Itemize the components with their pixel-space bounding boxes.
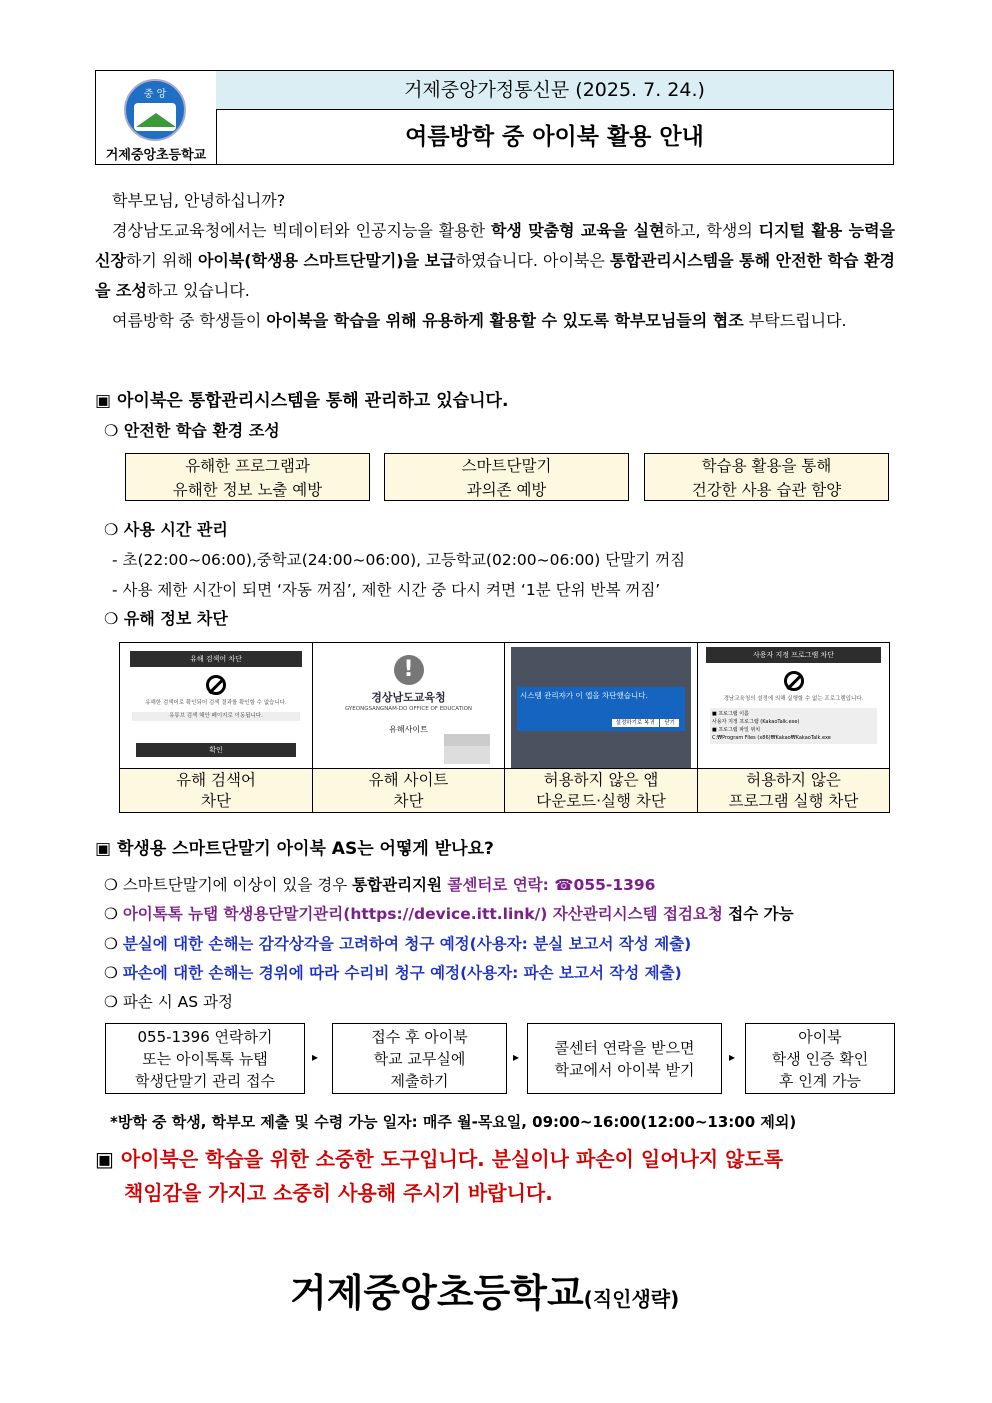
example-app-block xyxy=(505,643,698,812)
flow-arrow-icon: ▸ xyxy=(513,1050,520,1064)
as-process-heading: ❍ 파손 시 AS 과정 xyxy=(104,993,233,1011)
box-overdependence-prevention: 스마트단말기 과의존 예방 xyxy=(384,453,629,501)
prohibited-icon xyxy=(206,675,226,695)
example-program-block xyxy=(698,643,889,812)
intro-paragraph-2: 여름방학 중 학생들이 아이북을 학습을 위해 유용하게 활용할 수 있도록 학부모님들의 협조 부탁드립니다. xyxy=(112,311,847,330)
safe-environment-heading: ❍ 안전한 학습 환경 조성 xyxy=(104,421,280,440)
flow-step-2: 접수 후 아이북 학교 교무실에 제출하기 xyxy=(332,1023,507,1094)
flow-step-4: 아이북 학생 인증 확인 후 인계 가능 xyxy=(745,1023,895,1094)
program-block-screenshot: 사용자 지정 프로그램 차단 경남교육청의 설정에 의해 실행할 수 없는 프로그램입니다. ■ 프로그램 이름 사용자 지정 프로그램 (KakaoTalk.exe) ■ 프로그램 파일 위치 C:₩Program Files (x86)₩Kakao₩KakaoTalk.exe xyxy=(704,647,883,768)
warning-icon: ! xyxy=(394,655,424,685)
newsletter-label: 거제중앙가정통신문 (2025. 7. 24.) xyxy=(216,71,893,110)
footer-signature xyxy=(290,1262,679,1317)
online-request-line: ❍ 아이톡톡 뉴탭 학생용단말기관리(https://device.itt.link/) 자산관리시스템 접검요청 접수 가능 xyxy=(104,905,794,923)
caption-program-block: 허용하지 않은 프로그램 실행 차단 xyxy=(698,768,889,812)
prohibited-icon xyxy=(784,671,804,691)
app-block-screenshot: 시스템 관리자가 이 앱을 차단했습니다. 설정하기로 복귀 닫기 xyxy=(511,647,691,768)
shutdown-schedule: - 초(22:00~06:00),중학교(24:00~06:00), 고등학교(02:00~06:00) 단말기 꺼짐 xyxy=(112,551,686,569)
block-examples-table xyxy=(119,642,890,813)
caption-app-block: 허용하지 않은 앱 다운로드·실행 차단 xyxy=(505,768,697,812)
caption-site-block: 유해 사이트 차단 xyxy=(313,768,504,812)
greeting: 학부모님, 안녕하십니까? xyxy=(112,191,286,210)
example-site-block xyxy=(313,643,505,812)
section2-heading: ▣ 학생용 스마트단말기 아이북 AS는 어떻게 받나요? xyxy=(95,839,494,859)
harmful-block-heading: ❍ 유해 정보 차단 xyxy=(104,609,228,628)
section1-heading: ▣ 아이북은 통합관리시스템을 통해 관리하고 있습니다. xyxy=(95,391,509,411)
site-block-screenshot: ! 경상남도교육청 GYEONGSANGNAM-DO OFFICE OF EDUCATION 유해사이트 xyxy=(319,647,498,768)
usage-time-heading: ❍ 사용 시간 관리 xyxy=(104,520,228,539)
emblem-text: 중 앙 xyxy=(143,89,167,100)
flow-step-3: 콜센터 연락을 받으면 학교에서 아이북 받기 xyxy=(527,1023,722,1094)
callcenter-line: ❍ 스마트단말기에 이상이 있을 경우 통합관리지원 콜센터로 연락: ☎055-1396 xyxy=(104,876,656,894)
example-search-block xyxy=(120,643,313,812)
document-header xyxy=(95,70,894,165)
footer-school-name: 거제중앙초등학교 xyxy=(290,1271,584,1315)
submission-schedule-note: *방학 중 학생, 학부모 제출 및 수령 가능 일자: 매주 월-목요일, 09:00~16:00(12:00~13:00 제외) xyxy=(110,1113,797,1131)
intro-text xyxy=(95,186,895,336)
box-healthy-habits: 학습용 활용을 통해 건강한 사용 습관 함양 xyxy=(644,453,889,501)
caption-search-block: 유해 검색어 차단 xyxy=(120,768,312,812)
seal-omitted: (직인생략) xyxy=(583,1287,680,1311)
search-block-screenshot: 유해 검색어 차단 유해한 검색어로 확인되어 검색 결과를 확인할 수 없습니다. 유튜브 검색 해안 페이지로 이동됩니다. 확인 xyxy=(126,647,306,768)
flow-step-1: 055-1396 연락하기 또는 아이톡톡 뉴탭 학생단말기 관리 접수 xyxy=(105,1023,305,1094)
closing-mark: ▣ xyxy=(95,1147,114,1171)
flow-arrow-icon: ▸ xyxy=(729,1050,736,1064)
school-emblem-icon xyxy=(124,79,186,141)
school-logo xyxy=(96,71,217,164)
intro-paragraph-1: 경상남도교육청에서는 빅데이터와 인공지능을 활용한 학생 맞춤형 교육을 실현하고, 학생의 디지털 활용 능력을 신장하기 위해 아이북(학생용 스마트단말기)을 보급하였습니다. 아이북은 통합관리시스템을 통해 안전한 학습 환경을 조성하고 있습니다. xyxy=(95,221,895,300)
flow-arrow-icon: ▸ xyxy=(312,1050,319,1064)
loss-policy-line: ❍ 분실에 대한 손해는 감각상각을 고려하여 청구 예정(사용자: 분실 보고서 작성 제출) xyxy=(104,935,692,953)
damage-policy-line: ❍ 파손에 대한 손해는 경위에 따라 수리비 청구 예정(사용자: 파손 보고서 작성 제출) xyxy=(104,964,682,982)
page-title: 여름방학 중 아이북 활용 안내 xyxy=(405,124,704,150)
logo-school-name: 거제중앙초등학교 xyxy=(105,148,207,163)
closing-message: ▣ 아이북은 학습을 위한 소중한 도구입니다. 분실이나 파손이 일어나지 않도록 책임감을 가지고 소중히 사용해 주시기 바랍니다. xyxy=(95,1147,784,1205)
auto-shutdown-rule: - 사용 제한 시간이 되면 ‘자동 꺼짐’, 제한 시간 중 다시 켜면 ‘1분 단위 반복 꺼짐’ xyxy=(112,581,661,599)
box-harmful-prevention: 유해한 프로그램과 유해한 정보 노출 예방 xyxy=(125,453,370,501)
